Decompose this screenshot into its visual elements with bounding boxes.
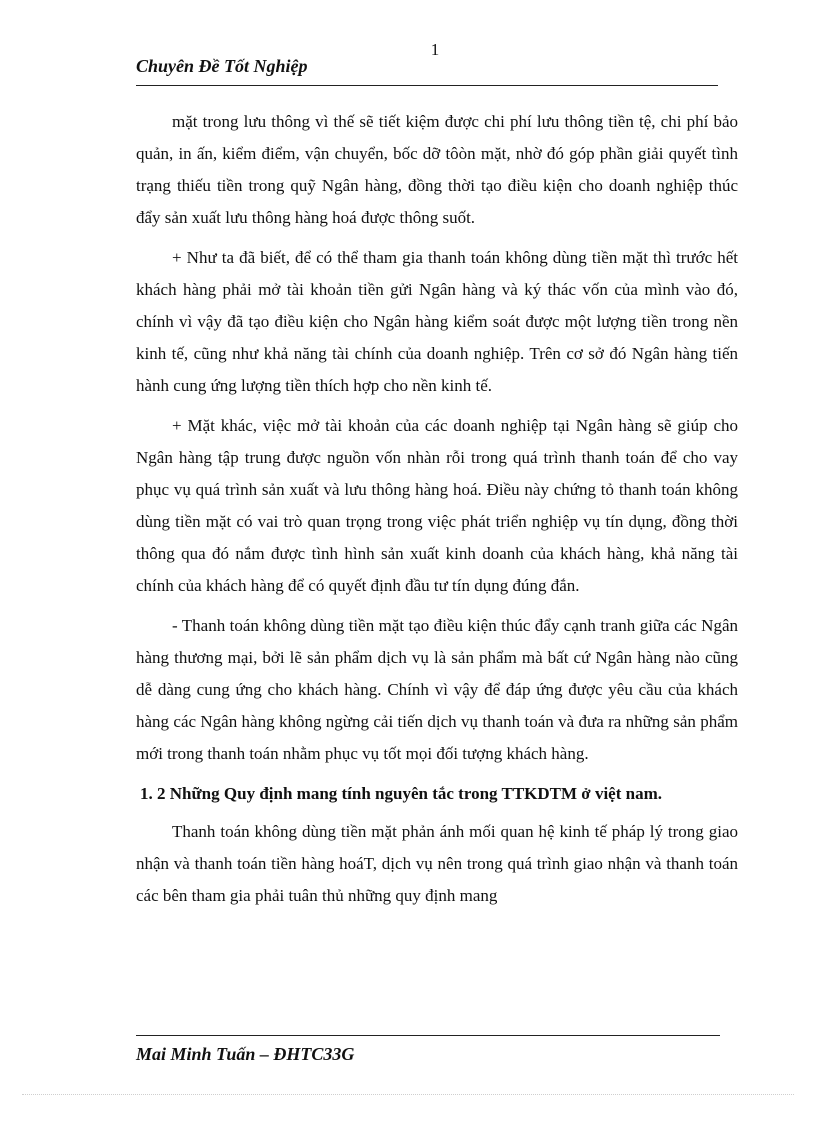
footer-divider xyxy=(136,1035,720,1036)
body-paragraph-5: Thanh toán không dùng tiền mặt phản ánh mối quan hệ kinh tế pháp lý trong giao nhận và thanh toán tiền hàng hoáT, dịch vụ nên trong quá trình giao nhận và thanh toán các bên tham gia phải tuân thủ những quy định mang xyxy=(136,822,738,905)
body-paragraph-1: mặt trong lưu thông vì thế sẽ tiết kiệm được chi phí lưu thông tiền tệ, chi phí bảo quản, in ấn, kiểm điểm, vận chuyển, bốc dỡ tôòn mặt, nhờ đó góp phần giải quyết tình trạng thiếu tiền trong quỹ Ngân hàng, đồng thời tạo điều kiện cho doanh nghiệp thúc đẩy sản xuất lưu thông hàng hoá được thông suốt. xyxy=(136,112,738,227)
page-bottom-border xyxy=(22,1094,794,1095)
header-title: Chuyên Đề Tốt Nghiệp xyxy=(136,56,308,76)
body-paragraph-3: + Mặt khác, việc mở tài khoản của các doanh nghiệp tại Ngân hàng sẽ giúp cho Ngân hàng tập trung được nguồn vốn nhàn rỗi trong quá trình thanh toán để cho vay phục vụ quá trình sản xuất và lưu thông hàng hoá. Điều này chứng tỏ thanh toán không dùng tiền mặt có vai trò quan trọng trong việc phát triển nghiệp vụ tín dụng, đồng thời thông qua đó nắm được tình hình sản xuất kinh doanh của khách hàng, khả năng tài chính của khách hàng để có quyết định đầu tư tín dụng đúng đắn. xyxy=(136,416,738,595)
document-body xyxy=(136,106,738,920)
header-divider xyxy=(136,85,718,86)
footer-author: Mai Minh Tuấn – ĐHTC33G xyxy=(136,1044,355,1064)
body-paragraph-4: - Thanh toán không dùng tiền mặt tạo điều kiện thúc đẩy cạnh tranh giữa các Ngân hàng thương mại, bởi lẽ sản phẩm dịch vụ là sản phẩm mà bất cứ Ngân hàng nào cũng dễ dàng cung ứng cho khách hàng. Chính vì vậy để đáp ứng được yêu cầu của khách hàng các Ngân hàng không ngừng cải tiến dịch vụ thanh toán và đưa ra những sản phẩm mới trong thanh toán nhằm phục vụ tốt mọi đối tượng khách hàng. xyxy=(136,616,738,763)
body-paragraph-2: + Như ta đã biết, để có thể tham gia thanh toán không dùng tiền mặt thì trước hết khách hàng phải mở tài khoản tiền gửi Ngân hàng và ký thác vốn của mình vào đó, chính vì vậy đã tạo điều kiện cho Ngân hàng kiểm soát được một lượng tiền trong nền kinh tế, cũng như khả năng tài chính của doanh nghiệp. Trên cơ sở đó Ngân hàng tiến hành cung ứng lượng tiền thích hợp cho nền kinh tế. xyxy=(136,248,738,395)
section-heading: 1. 2 Những Quy định mang tính nguyên tắc trong TTKDTM ở việt nam. xyxy=(140,784,662,803)
page-number: 1 xyxy=(430,40,440,59)
